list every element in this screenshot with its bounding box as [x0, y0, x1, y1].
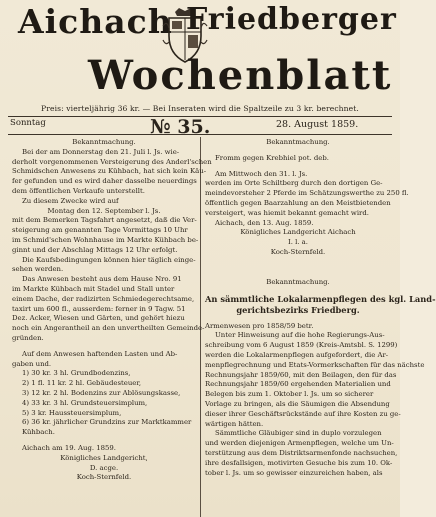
text-line: Am Mittwoch den 31. l. Js. [215, 169, 308, 178]
text-line: gründen. [12, 333, 44, 342]
text-line: werden die Lokalarmenpflegen aufgefordert, die Ar- [205, 350, 389, 359]
text-line: I. l. a. [288, 238, 308, 247]
text-line: Unter Hinweisung auf die hohe Regierungs-Aus- [215, 331, 385, 340]
text-line: noch ein Angerantheil an den unvertheilten Gemeinde- [12, 324, 205, 333]
text-line: Bei der am Donnerstag den 21. Juli l. Js. wie- [22, 147, 180, 156]
text-line: Die Kaufsbedingungen können hier täglich einge- [22, 255, 196, 264]
text-line: mit dem Bemerken Tagsfahrt angesetzt, daß die Ver- [12, 216, 197, 225]
right-column [205, 138, 436, 478]
text-line: sehen werden. [12, 265, 64, 274]
text-line: schreibung vom 6 August 1859 (Kreis-Amtsbl. S. 1299) [205, 341, 398, 350]
text-line: 1) 30 kr. 3 hl. Grundbodenzins, [22, 369, 131, 378]
issue-number: № 35. [150, 116, 211, 138]
text-line: Rechnungsjahr 1859/60 ergehenden Materialien und [205, 380, 391, 389]
text-line: D. acge. [89, 463, 119, 472]
masthead-rule-bottom [8, 134, 392, 135]
text-line: An sämmtliche Lokalarmenpflegen des kgl. Land- [205, 293, 436, 304]
text-line: Koch-Sternfeld. [270, 247, 326, 256]
issue-date: 28. August 1859. [276, 119, 359, 130]
text-line: dieser ihrer Geschäftsrückstände auf ihre Kosten zu ge- [205, 409, 401, 418]
text-line: 5) 3 kr. Haussteuersimplum, [22, 408, 122, 417]
text-line: gaben und. [12, 359, 52, 368]
text-line: einem Dache, der radizirten Schmiedegerechtsame, [12, 294, 195, 303]
text-line: Auf dem Anwesen haftenden Lasten und Ab- [22, 349, 178, 358]
text-line: Armenwesen pro 1858/59 betr. [205, 321, 314, 330]
masthead-title-main: Wochenblatt [88, 52, 393, 99]
text-line: taxirt um 600 fl., ausserdem: ferner in 9 Tagw. 51 [12, 304, 186, 313]
text-line: Aichach am 19. Aug. 1859. [22, 443, 116, 452]
text-line: Königliches Landgericht Aichach [240, 228, 356, 237]
spacer [205, 258, 391, 278]
text-line: Vorlage zu bringen, als die Säumigen die Absendung [205, 399, 390, 408]
text-line: gerichtsbezirks Friedberg. [236, 304, 360, 315]
text-line: Rechnungsjahr 1859/60, mit den Beilagen, den für das [205, 370, 397, 379]
text-line: versteigert, was hiemit bekannt gemacht wird. [205, 208, 369, 217]
text-line: 4) 33 kr. 3 hl. Grundsteuersimplum, [22, 398, 148, 407]
text-line: Sämmtliche Gläubiger sind in duplo vorzulegen [215, 429, 382, 438]
text-line: 3) 12 kr. 2 hl. Bodenzins zur Ablösungskasse, [22, 388, 181, 397]
text-line: fer gefunden und es wird daher dasselbe neuerdings [12, 177, 197, 186]
text-line: Bekanntmachung. [72, 138, 136, 146]
text-line: meindevorsteher 2 Pferde im Schätzungswerthe zu 250 fl. [205, 189, 409, 198]
text-line: Aichach, den 13. Aug. 1859. [215, 218, 314, 227]
text-line: Bekanntmachung. [266, 138, 330, 146]
text-line: steigerung am genannten Tage Vormittags 10 Uhr [12, 226, 188, 235]
text-line: Dez. Acker, Wiesen und Gärten, und gehört hiezu [12, 314, 185, 323]
text-line: Belegen bis zum 1. Oktober l. Js. um so sicherer [205, 390, 374, 399]
masthead-title-right: Friedberger [186, 2, 397, 37]
masthead-title-left: Aichach [18, 2, 173, 41]
text-line: öffentlich gegen Baarzahlung an den Meistbietenden [205, 198, 391, 207]
left-column [12, 138, 212, 483]
text-line: 6) 36 kr. jährlicher Grundzins zur Marktkammer [22, 418, 192, 427]
text-line: Schmidschen Anwesens zu Kühbach, hat sich kein Käu- [12, 167, 207, 176]
issue-day: Sonntag [10, 118, 46, 128]
text-line: Koch-Sternfeld. [76, 473, 132, 482]
text-line: und werden diejenigen Armenpflegen, welche um Un- [205, 439, 394, 448]
text-line: im Schmid'schen Wohnhause im Markte Kühbach be- [12, 235, 199, 244]
text-line: im Markte Kühbach mit Stadel und Stall unter [12, 284, 175, 293]
text-line: tober l. Js. um so gewisser einzureichen haben, als [205, 468, 383, 477]
text-line: werden im Orte Schiltberg durch den dortigen Ge- [205, 179, 383, 188]
text-line: Königliches Landgericht, [60, 453, 148, 462]
text-line: Montag den 12. September l. Js. [47, 206, 161, 215]
text-line: 2) 1 fl. 11 kr. 2 hl. Gebäudesteuer, [22, 379, 142, 388]
text-line: Das Anwesen besteht aus dem Hause Nro. 91 [22, 275, 182, 284]
text-line: dem öffentlichen Verkaufe unterstellt. [12, 186, 145, 195]
text-line: Kühbach. [22, 428, 55, 437]
text-line: ihre desfallsigen, motivirten Gesuche bis zum 10. Ok- [205, 458, 393, 467]
text-line: Bekanntmachung. [266, 277, 330, 286]
text-line: derholt vorgenommenen Versteigerung des Anderl'schen [12, 157, 212, 166]
text-line: Fromm gegen Krebhiel pot. deb. [215, 153, 329, 162]
text-line: ginnt und der Abschlag Mittags 12 Uhr erfolgt. [12, 245, 178, 254]
text-line: wärtigen hätten. [205, 419, 264, 428]
text-line: menpflegrechnung und Etats-Vormerkschaften für das nächste [205, 360, 425, 369]
price-line: Preis: vierteljährig 36 kr. — Bei Inseraten wird die Spaltzeile zu 3 kr. berechnet. [41, 104, 359, 113]
text-line: terstützung aus dem Distriktsarmenfonde nachsuchen, [205, 448, 398, 457]
text-line: Zu diesem Zwecke wird auf [22, 196, 119, 205]
